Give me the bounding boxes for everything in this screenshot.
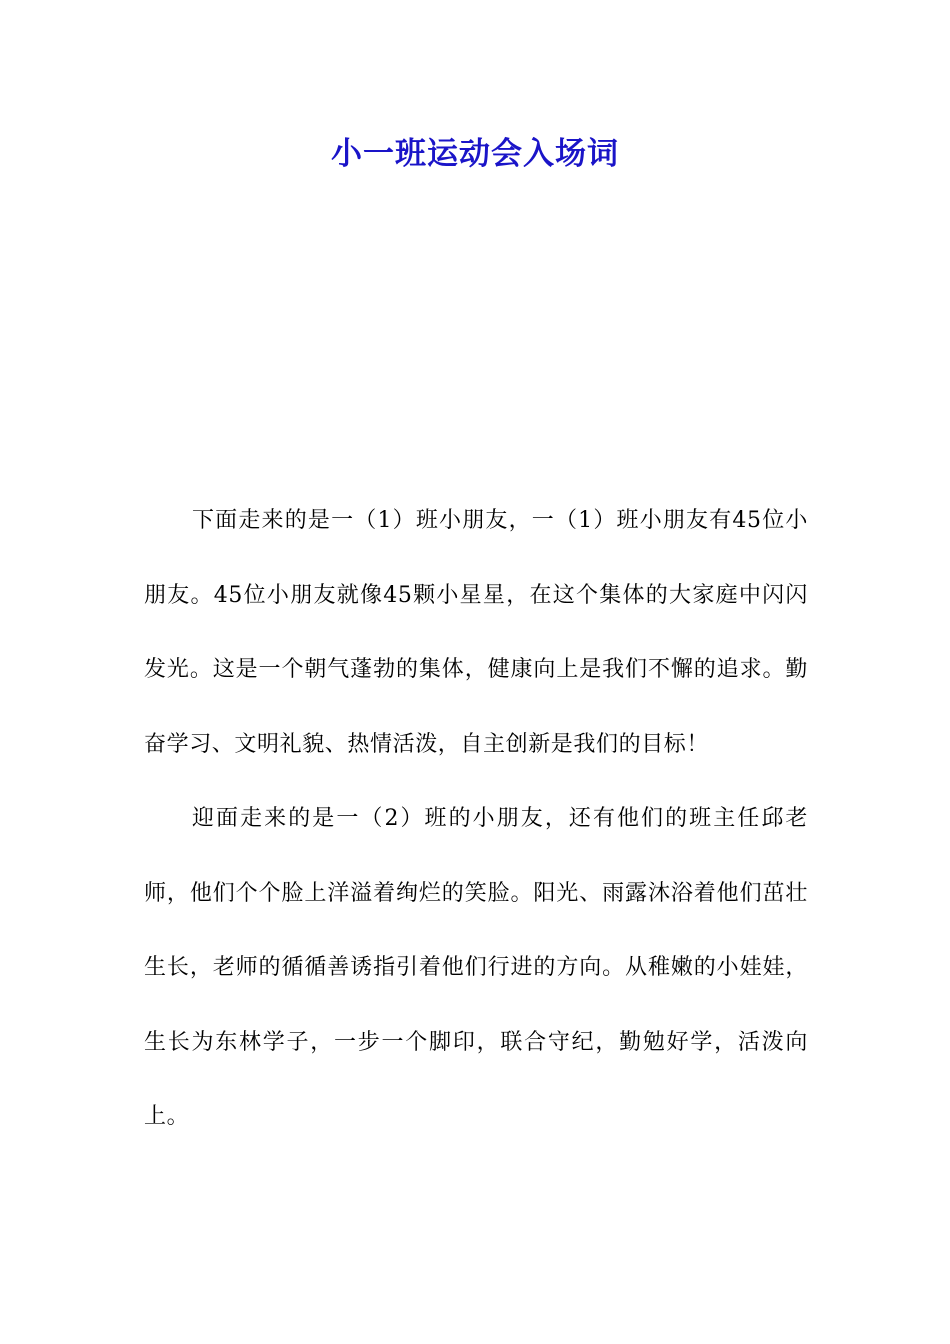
document-title: 小一班运动会入场词 xyxy=(331,136,619,172)
paragraph-1: 下面走来的是一（1）班小朋友，一（1）班小朋友有45位小朋友。45位小朋友就像45颗小星星，在这个集体的大家庭中闪闪发光。这是一个朝气蓬勃的集体，健康向上是我们不懈的追求。勤奋学习、文明礼貌、热情活泼，自主创新是我们的目标！ xyxy=(144,508,808,757)
paragraph-2: 迎面走来的是一（2）班的小朋友，还有他们的班主任邱老师，他们个个脸上洋溢着绚烂的笑脸。阳光、雨露沐浴着他们茁壮生长，老师的循循善诱指引着他们行进的方向。从稚嫩的小娃娃，生长为东林学子，一步一个脚印，联合守纪，勤勉好学，活泼向上。 xyxy=(144,806,808,1129)
document-body xyxy=(144,484,808,1155)
